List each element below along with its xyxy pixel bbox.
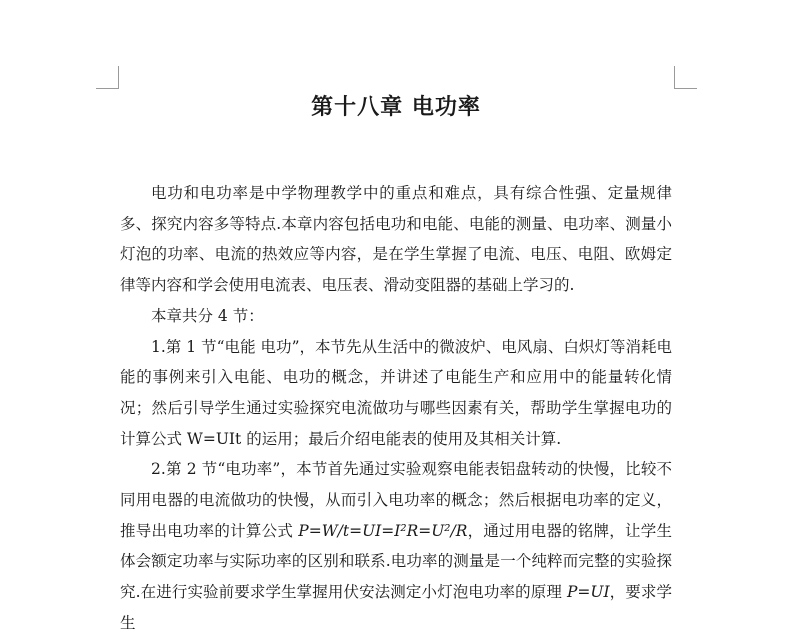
paragraph-section-count: 本章共分 4 节： (151, 306, 264, 325)
section-2-text-b: ，通过用电器的铭牌，让学生体会额定功率与实际功率的区别和联系.电功率的测量是一个纯粹而完整的实验探究.在进行实验前要求学生掌握用伏安法测定小灯泡电功率的原理 (120, 521, 672, 602)
crop-mark-top-left (96, 66, 119, 89)
crop-mark-top-right (674, 66, 697, 89)
section-2-text-a: 2.第 2 节“电功率”，本节首先通过实验观察电能表铝盘转动的快慢，比较不同用电器的电流做功的快慢，从而引入电功率的概念；然后根据电功率的定义，推导出电功率的计算公式 (120, 460, 672, 540)
paragraph-section-2 (120, 454, 672, 638)
paragraph-intro: 电功和电功率是中学物理教学中的重点和难点，具有综合性强、定量规律多、探究内容多等特点.本章内容包括电功和电能、电能的测量、电功率、测量小灯泡的功率、电流的热效应等内容，是在学生掌握了电流、电压、电阻、欧姆定律等内容和学会使用电流表、电压表、滑动变阻器的基础上学习的. (120, 184, 672, 295)
paragraph-section-1: 1.第 1 节“电能 电功”，本节先从生活中的微波炉、电风扇、白炽灯等消耗电能的事例来引入电能、电功的概念，并讲述了电能生产和应用中的能量转化情况；然后引导学生通过实验探究电流做功与哪些因素有关，帮助学生掌握电功的计算公式 W=UIt 的运用；最后介绍电能表的使用及其相关计算. (120, 337, 672, 448)
power-principle-formula: P=UI (566, 583, 610, 602)
section-2-text-c: ，要求学生 (120, 583, 672, 632)
chapter-title: 第十八章 电功率 (311, 94, 481, 120)
document-body (120, 178, 672, 639)
power-formula: P=W/t=UI=I²R=U²/R (298, 521, 468, 540)
